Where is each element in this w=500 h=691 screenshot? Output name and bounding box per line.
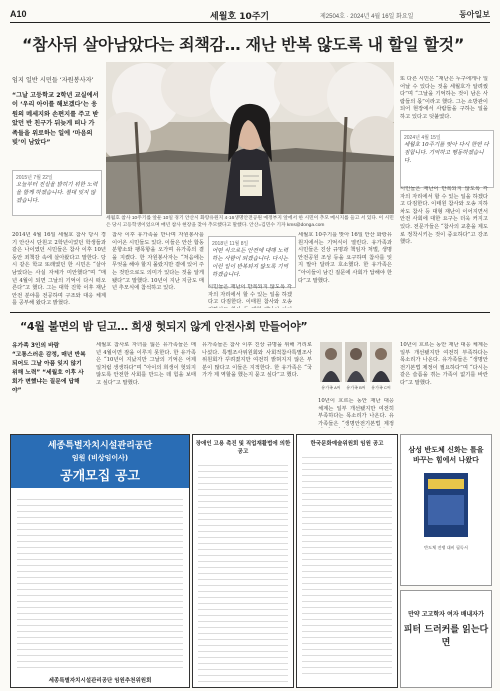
ad-notice-2-title: 한국문화예술위원회 임원 공고 xyxy=(310,441,384,447)
ad-sejong-subtitle xyxy=(11,453,189,463)
note-date: 2015년 7월 22일 xyxy=(16,175,53,181)
ad-notice-1 xyxy=(192,434,294,688)
lead-quote xyxy=(12,76,100,148)
note-text: 오늘부터 진실을 밝히기 위한 노력을 함께 하겠습니다. 절대 잊지 않겠습니다. xyxy=(16,182,98,204)
ad-sejong-footer: 세종특별자치시설관리공단 임원추천위원회 xyxy=(48,678,152,684)
ad-sejong-body xyxy=(17,494,183,670)
ad-sejong xyxy=(10,434,190,688)
ad-book-drucker xyxy=(400,590,492,688)
ad-book-samsung-sub: 반도체 전쟁 대비 필독서 xyxy=(424,545,468,550)
ad-book-drucker-line2: 피터 드러커를 읽는다면 xyxy=(403,625,489,648)
story2-subheads xyxy=(12,342,87,396)
portrait-1-label: 유가족 A씨 xyxy=(321,385,341,390)
handwritten-note-3 xyxy=(400,130,494,188)
story2-column-2: 유가족들은 참사 이후 진상 규명을 위해 거리로 나섰다. 특별조사위원회와 사회적참사특별조사위원회가 꾸려졌지만 여전히 밝혀지지 않은 부분이 많다고 이들은 지적한다. 한 유가족은 “국가가 제 역할을 했는지 묻고 싶다”고 했다. xyxy=(202,342,312,379)
story2-column-3: 10년이 흐르는 동안 재난 대응 체계는 일부 개선됐지만 여전히 부족하다는 목소리가 나온다. 유가족들은 “생명안전기본법 제정이 필요하다”며 “다시는 같은 슬픔을 겪는 가족이 없기를 바란다”고 말했다. xyxy=(400,342,488,386)
ad-book-drucker-line1: 만약 고고학자 여자 배내자가 xyxy=(408,611,484,618)
lead-photo-image xyxy=(106,62,394,214)
newspaper-brand: 동아일보 xyxy=(459,10,490,19)
note-text: 세월호 10주기를 맞아 다시 한번 다짐합니다. 기억하고 행동하겠습니다. xyxy=(404,142,489,164)
ad-notice-2 xyxy=(296,434,398,688)
ad-notice-1-body xyxy=(198,460,288,684)
ad-notice-1-title: 장애인 고용 촉진 및 직업재활법에 의한 공고 xyxy=(195,441,291,455)
section-title: 세월호 10주기 xyxy=(210,12,270,22)
main-headline: “참사뒤 살아남았다는 죄책감… 재난 반복 않도록 내 할일 할것” xyxy=(22,35,465,54)
lead-quote-text: “그날 고등학교 2학년 교실에서 이 ‘우리 아이를 해보겠다’는 응원의 메세지와 손편지를 주고 받았던 반 친구가 뒤늦게 떠나 가족들을 위로하는 일에 ‘마음의 빚’이 남았다” xyxy=(12,91,99,146)
ad-sejong-subtitle-role: 임원 xyxy=(71,454,86,462)
lead-photo xyxy=(106,62,394,214)
portrait-3-label: 유가족 C씨 xyxy=(371,385,391,390)
story2-column-3a: 10년이 흐르는 동안 재난 대응 체계는 일부 개선됐지만 여전히 부족하다는 목소리가 나온다. 유가족들은 “생명안전기본법 제정 xyxy=(318,398,394,427)
book-cover-icon xyxy=(416,471,476,541)
portrait-2-image xyxy=(345,342,367,382)
portrait-3-image xyxy=(370,342,392,382)
portrait-2 xyxy=(345,342,367,390)
ad-sejong-banner xyxy=(11,435,189,488)
story1-column-6: 시민들은 재난이 반복되지 않도록 각자의 자리에서 할 수 있는 일을 하겠다고 다짐한다. 이태원 참사와 오송 지하차도 참사 등 대형 재난이 이어지면서 안전 사회에 대한 요구는 더욱 커지고 있다. 전문가들은 “참사의 교훈을 제도로 정착시키는 것이 중요하다”고 강조했다. xyxy=(400,186,488,246)
story1-column-1: 2014년 4월 16일 세월호 참사 당시 경기 안산시 단원고 2학년이었던 학생들과 같은 나이였던 시민들은 참사 이후 10년 동안 죄책감 속에 살아왔다고 말한다. 당시 같은 학교 또래였던 한 시민은 “살아남았다는 사실 자체가 미안했다”며 “매년 4월이 되면 그날의 기억이 다시 떠오른다”고 했다. 그는 대학 진학 이후 재난 안전 분야를 전공하며 구조와 대응 체계를 공부해 왔다고 밝혔다. xyxy=(12,232,106,307)
portrait-3 xyxy=(370,342,392,390)
note-text: 어떤 식으로든 안전에 대해 노력하는 사람이 되겠습니다. 다시는 이런 일이 반복되지 않도록 기억하겠습니다. xyxy=(212,248,289,278)
issue-info: 제2504호 · 2024년 4월 16일 화요일 xyxy=(320,14,414,20)
handwritten-note-2 xyxy=(208,236,296,288)
story1-column-2: 참사 이후 유가족을 만나며 자원봉사를 이어온 시민들도 있다. 이들은 안산 합동분향소와 팽목항을 오가며 유가족의 곁을 지켰다. 한 자원봉사자는 “처음에는 무엇을 해야 할지 몰랐지만 곁에 있어 주는 것만으로도 의미가 있다는 것을 알게 됐다”고 말했다. 10년이 지난 지금도 매년 추모식에 참석하고 있다. xyxy=(112,232,204,292)
ad-sejong-subtitle-role-detail: (비상임이사) xyxy=(87,454,129,462)
second-headline: “4월 불면의 밤 딛고… 희생 헛되지 않게 안전사회 만들어야” xyxy=(20,320,308,333)
story2-byline: 유가족 3인의 바람 xyxy=(12,343,60,349)
story1-column-5: 또 다른 시민은 “재난은 누구에게나 일어날 수 있다는 것을 세월호가 알려줬다”며 “그날을 기억하는 것이 남은 사람들의 몫”이라고 했다. 그는 소방관이 되어 현장에서 사람들을 구하는 일을 하고 있다고 덧붙였다. xyxy=(400,76,488,120)
portrait-1 xyxy=(320,342,342,390)
ad-book-samsung xyxy=(400,434,492,586)
section-number: A10 xyxy=(10,9,27,19)
portrait-2-label: 유가족 B씨 xyxy=(346,385,366,390)
note-date: 2018년 11월 8일 xyxy=(212,241,249,247)
ad-notice-2-body xyxy=(302,452,392,676)
handwritten-note-1 xyxy=(12,170,102,216)
ad-sejong-title: 세종특별자치시설관리공단 xyxy=(47,441,153,451)
page-header xyxy=(10,8,490,23)
ad-sejong-main: 공개모집 공고 xyxy=(60,469,140,484)
family-portraits xyxy=(318,342,394,390)
story1-column-3: 시민들은 재난이 반복되지 않도록 각자의 자리에서 할 수 있는 일을 하겠다고 다짐한다. 이태원 참사와 오송 xyxy=(208,284,292,306)
photo-caption: 세월호 참사 10주기를 앞둔 10일 경기 안산시 화랑유원지 4·16생명안전공원 예정부지 앞에서 한 시민이 추모 메시지를 들고 서 있다. 이 시민은 당시 고등학생이었으며 매년 참사 현장을 찾아 추모했다고 말했다. 안산=김민수 기자 kms@donga.com xyxy=(106,216,394,228)
portrait-1-image xyxy=(320,342,342,382)
note-date: 2024년 4월 15일 xyxy=(404,135,441,141)
section-divider xyxy=(10,312,490,313)
story1-column-4: 세월호 10주기를 맞아 16일 안산 화랑유원지에서는 기억식이 열린다. 유가족과 시민들은 진상 규명과 책임자 처벌, 생명안전공원 조성 등을 요구하며 참사를 잊지 말아 달라고 호소했다. 한 유가족은 “아이들이 남긴 질문에 사회가 답해야 한다”고 말했다. xyxy=(298,232,392,284)
ad-book-samsung-title: 삼성 반도체 신화는 틀을 바꾸는 힘에서 나왔다 xyxy=(408,446,484,464)
lead-byline: 임지 일반 시민들 ‘자원봉사자’ xyxy=(12,77,94,84)
story2-subhead-text: “고통스러운 감정, 매년 반복되어도 그날 아픔 잊지 않기 위해 노력” “세월호 이후 사회가 변했냐는 질문에 답해야” xyxy=(12,352,86,394)
story2-column-1: 세월호 참사로 자녀를 잃은 유가족들은 매년 4월이면 잠을 이루지 못한다. 한 유가족은 “10년이 지났지만 그날의 기억은 어제 일처럼 생생하다”며 “아이의 희생이 헛되지 않도록 안전한 사회를 만드는 데 힘을 보태고 싶다”고 말했다. xyxy=(96,342,196,386)
